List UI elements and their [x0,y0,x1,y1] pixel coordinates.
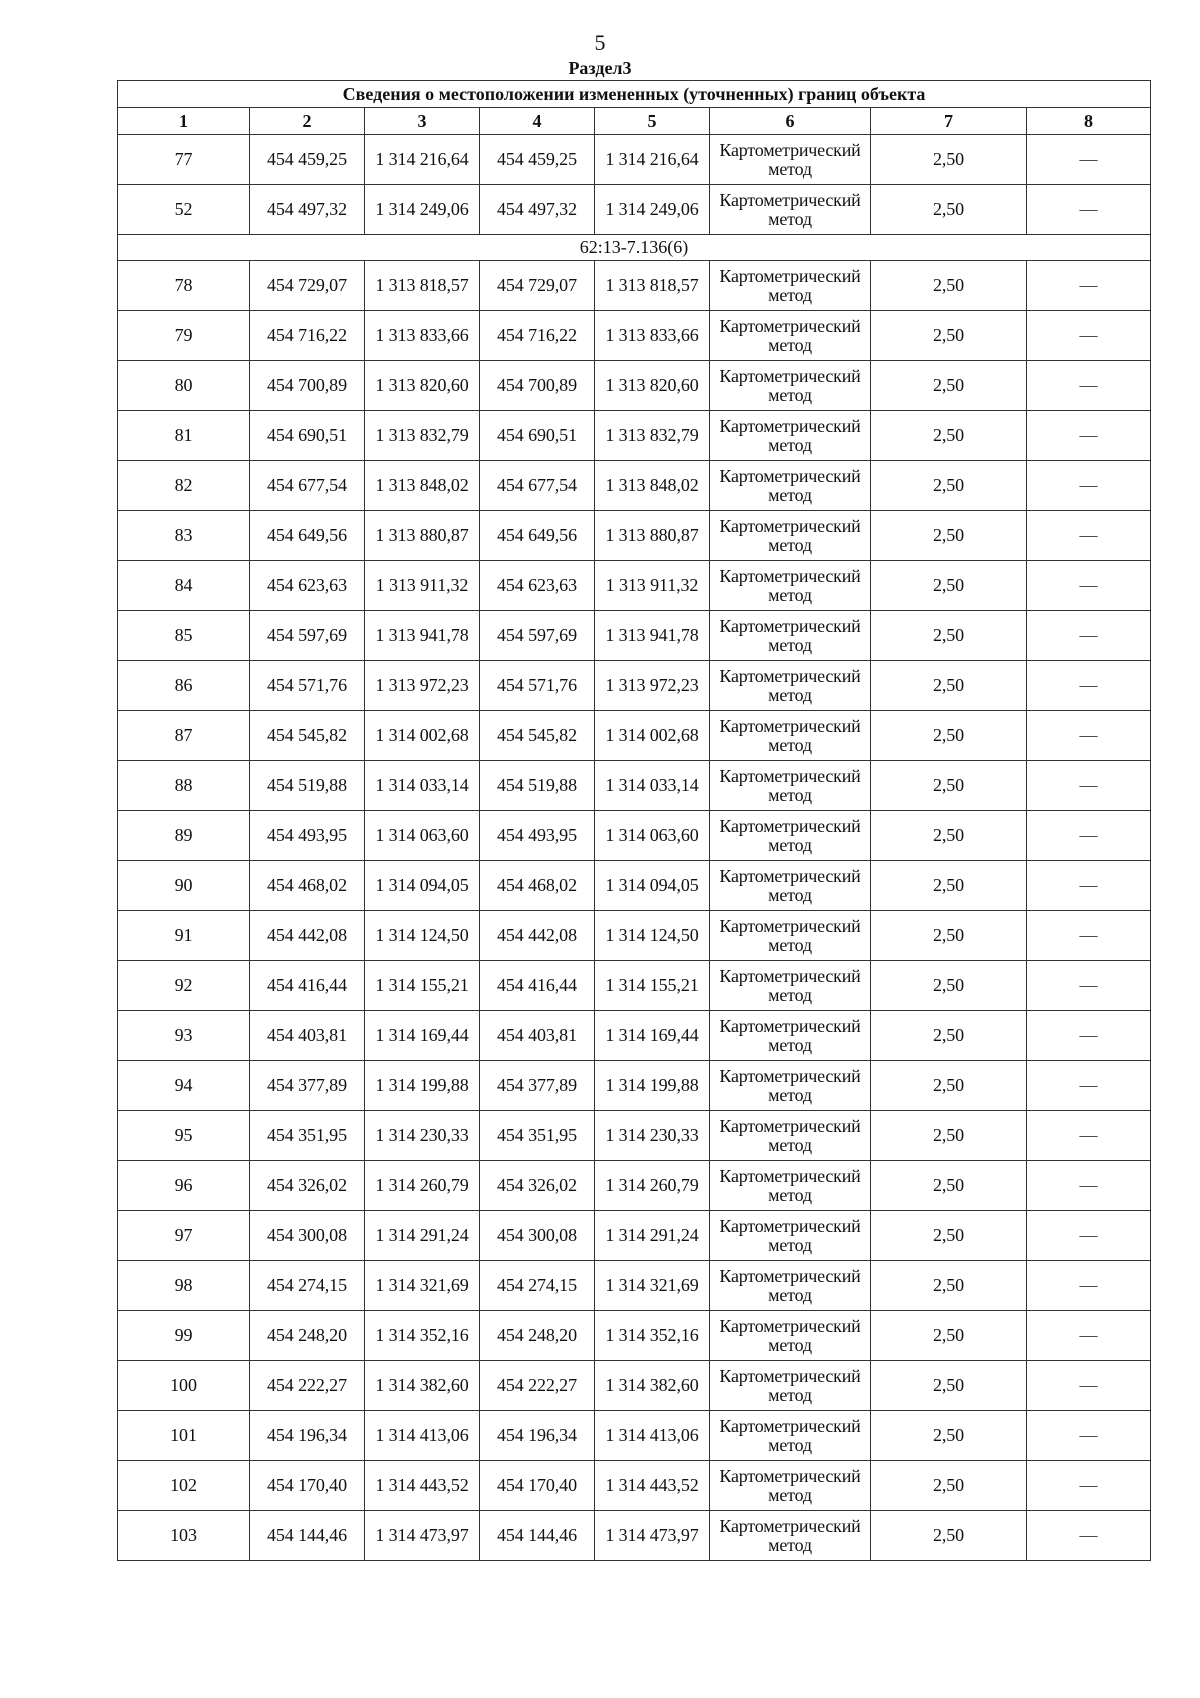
x-coordinate-cell: 454 677,54 [250,461,365,511]
point-number-cell: 78 [118,261,250,311]
table-header-row [118,108,1151,135]
x-coordinate-new-cell: 454 468,02 [480,861,595,911]
accuracy-cell: 2,50 [871,135,1027,185]
accuracy-cell: 2,50 [871,611,1027,661]
method-cell: Картометрический метод [710,135,871,185]
dash-mark: — [1079,1075,1098,1095]
table-row [118,1361,1151,1411]
accuracy-cell: 2,50 [871,761,1027,811]
x-coordinate-cell: 454 545,82 [250,711,365,761]
point-number-cell: 97 [118,1211,250,1261]
method-cell: Картометрический метод [710,411,871,461]
point-number-cell: 99 [118,1311,250,1361]
method-cell: Картометрический метод [710,1311,871,1361]
table-row [118,461,1151,511]
method-cell: Картометрический метод [710,185,871,235]
x-coordinate-new-cell: 454 377,89 [480,1061,595,1111]
y-coordinate-cell: 1 314 291,24 [365,1211,480,1261]
method-cell: Картометрический метод [710,1361,871,1411]
y-coordinate-cell: 1 314 382,60 [365,1361,480,1411]
x-coordinate-cell: 454 377,89 [250,1061,365,1111]
y-coordinate-cell: 1 314 063,60 [365,811,480,861]
description-cell [1027,461,1151,511]
description-cell [1027,811,1151,861]
x-coordinate-cell: 454 222,27 [250,1361,365,1411]
method-cell: Картометрический метод [710,561,871,611]
dash-mark: — [1079,775,1098,795]
method-cell: Картометрический метод [710,811,871,861]
accuracy-cell: 2,50 [871,261,1027,311]
table-caption-row [118,81,1151,108]
point-number-cell: 52 [118,185,250,235]
y-coordinate-new-cell: 1 314 321,69 [595,1261,710,1311]
x-coordinate-cell: 454 274,15 [250,1261,365,1311]
y-coordinate-new-cell: 1 314 382,60 [595,1361,710,1411]
method-cell: Картометрический метод [710,761,871,811]
column-header: 2 [250,108,365,135]
method-cell: Картометрический метод [710,661,871,711]
y-coordinate-new-cell: 1 314 124,50 [595,911,710,961]
accuracy-cell: 2,50 [871,1261,1027,1311]
method-cell: Картометрический метод [710,461,871,511]
y-coordinate-new-cell: 1 314 473,97 [595,1511,710,1561]
x-coordinate-cell: 454 442,08 [250,911,365,961]
y-coordinate-new-cell: 1 313 832,79 [595,411,710,461]
method-cell: Картометрический метод [710,261,871,311]
table-row [118,811,1151,861]
y-coordinate-new-cell: 1 313 818,57 [595,261,710,311]
description-cell [1027,1111,1151,1161]
x-coordinate-new-cell: 454 144,46 [480,1511,595,1561]
method-cell: Картометрический метод [710,361,871,411]
y-coordinate-new-cell: 1 314 063,60 [595,811,710,861]
y-coordinate-cell: 1 313 833,66 [365,311,480,361]
dash-mark: — [1079,375,1098,395]
column-header: 6 [710,108,871,135]
y-coordinate-cell: 1 313 911,32 [365,561,480,611]
x-coordinate-new-cell: 454 274,15 [480,1261,595,1311]
table-row [118,1411,1151,1461]
table-row [118,561,1151,611]
y-coordinate-cell: 1 314 249,06 [365,185,480,235]
point-number-cell: 91 [118,911,250,961]
x-coordinate-new-cell: 454 571,76 [480,661,595,711]
method-cell: Картометрический метод [710,911,871,961]
accuracy-cell: 2,50 [871,961,1027,1011]
method-cell: Картометрический метод [710,1111,871,1161]
description-cell [1027,1411,1151,1461]
column-header: 7 [871,108,1027,135]
dash-mark: — [1079,975,1098,995]
description-cell [1027,761,1151,811]
accuracy-cell: 2,50 [871,1111,1027,1161]
method-cell: Картометрический метод [710,711,871,761]
point-number-cell: 82 [118,461,250,511]
accuracy-cell: 2,50 [871,1361,1027,1411]
x-coordinate-cell: 454 248,20 [250,1311,365,1361]
point-number-cell: 86 [118,661,250,711]
x-coordinate-new-cell: 454 196,34 [480,1411,595,1461]
point-number-cell: 80 [118,361,250,411]
x-coordinate-cell: 454 649,56 [250,511,365,561]
table-row [118,661,1151,711]
description-cell [1027,611,1151,661]
x-coordinate-cell: 454 170,40 [250,1461,365,1511]
method-cell: Картометрический метод [710,1411,871,1461]
x-coordinate-cell: 454 300,08 [250,1211,365,1261]
dash-mark: — [1079,1275,1098,1295]
method-cell: Картометрический метод [710,1261,871,1311]
x-coordinate-new-cell: 454 700,89 [480,361,595,411]
dash-mark: — [1079,325,1098,345]
dash-mark: — [1079,1525,1098,1545]
accuracy-cell: 2,50 [871,1311,1027,1361]
table-row [118,311,1151,361]
dash-mark: — [1079,275,1098,295]
y-coordinate-cell: 1 314 443,52 [365,1461,480,1511]
y-coordinate-cell: 1 313 941,78 [365,611,480,661]
x-coordinate-cell: 454 623,63 [250,561,365,611]
y-coordinate-cell: 1 314 260,79 [365,1161,480,1211]
dash-mark: — [1079,825,1098,845]
point-number-cell: 88 [118,761,250,811]
dash-mark: — [1079,1025,1098,1045]
description-cell [1027,911,1151,961]
table-row [118,1111,1151,1161]
column-header: 5 [595,108,710,135]
dash-mark: — [1079,575,1098,595]
x-coordinate-new-cell: 454 170,40 [480,1461,595,1511]
column-header: 3 [365,108,480,135]
method-cell: Картометрический метод [710,511,871,561]
table-row [118,611,1151,661]
page-number: 5 [594,30,606,55]
dash-mark: — [1079,1125,1098,1145]
x-coordinate-cell: 454 690,51 [250,411,365,461]
y-coordinate-cell: 1 313 832,79 [365,411,480,461]
table-caption: Сведения о местоположении измененных (уточненных) границ объекта [118,81,1151,108]
x-coordinate-cell: 454 459,25 [250,135,365,185]
x-coordinate-cell: 454 716,22 [250,311,365,361]
point-number-cell: 87 [118,711,250,761]
y-coordinate-cell: 1 314 002,68 [365,711,480,761]
x-coordinate-cell: 454 497,32 [250,185,365,235]
point-number-cell: 83 [118,511,250,561]
point-number-cell: 100 [118,1361,250,1411]
y-coordinate-cell: 1 314 169,44 [365,1011,480,1061]
table-row [118,1011,1151,1061]
accuracy-cell: 2,50 [871,411,1027,461]
point-number-cell: 93 [118,1011,250,1061]
dash-mark: — [1079,1225,1098,1245]
table-row [118,961,1151,1011]
table-row [118,1311,1151,1361]
table-row [118,711,1151,761]
accuracy-cell: 2,50 [871,811,1027,861]
table-group-row [118,235,1151,261]
y-coordinate-cell: 1 313 848,02 [365,461,480,511]
dash-mark: — [1079,425,1098,445]
table-row [118,761,1151,811]
x-coordinate-new-cell: 454 442,08 [480,911,595,961]
point-number-cell: 81 [118,411,250,461]
description-cell [1027,961,1151,1011]
accuracy-cell: 2,50 [871,1011,1027,1061]
y-coordinate-cell: 1 314 033,14 [365,761,480,811]
y-coordinate-new-cell: 1 314 199,88 [595,1061,710,1111]
table-body [118,135,1151,1561]
accuracy-cell: 2,50 [871,561,1027,611]
point-number-cell: 92 [118,961,250,1011]
method-cell: Картометрический метод [710,961,871,1011]
table-row [118,1161,1151,1211]
y-coordinate-cell: 1 313 972,23 [365,661,480,711]
accuracy-cell: 2,50 [871,185,1027,235]
x-coordinate-new-cell: 454 729,07 [480,261,595,311]
y-coordinate-cell: 1 314 473,97 [365,1511,480,1561]
table-row [118,361,1151,411]
point-number-cell: 94 [118,1061,250,1111]
dash-mark: — [1079,149,1098,169]
y-coordinate-cell: 1 314 199,88 [365,1061,480,1111]
y-coordinate-cell: 1 314 352,16 [365,1311,480,1361]
table-row [118,511,1151,561]
table-row [118,411,1151,461]
x-coordinate-cell: 454 196,34 [250,1411,365,1461]
point-number-cell: 98 [118,1261,250,1311]
x-coordinate-new-cell: 454 222,27 [480,1361,595,1411]
description-cell [1027,1211,1151,1261]
dash-mark: — [1079,725,1098,745]
section-title: Раздел3 [568,58,632,78]
point-number-cell: 102 [118,1461,250,1511]
accuracy-cell: 2,50 [871,911,1027,961]
x-coordinate-cell: 454 351,95 [250,1111,365,1161]
y-coordinate-cell: 1 314 321,69 [365,1261,480,1311]
y-coordinate-cell: 1 313 818,57 [365,261,480,311]
dash-mark: — [1079,1375,1098,1395]
table-row [118,1061,1151,1111]
y-coordinate-new-cell: 1 313 911,32 [595,561,710,611]
y-coordinate-cell: 1 313 820,60 [365,361,480,411]
description-cell [1027,661,1151,711]
x-coordinate-new-cell: 454 493,95 [480,811,595,861]
x-coordinate-cell: 454 468,02 [250,861,365,911]
y-coordinate-new-cell: 1 314 155,21 [595,961,710,1011]
y-coordinate-new-cell: 1 314 002,68 [595,711,710,761]
description-cell [1027,1161,1151,1211]
method-cell: Картометрический метод [710,1011,871,1061]
y-coordinate-new-cell: 1 314 216,64 [595,135,710,185]
x-coordinate-cell: 454 493,95 [250,811,365,861]
accuracy-cell: 2,50 [871,511,1027,561]
x-coordinate-new-cell: 454 459,25 [480,135,595,185]
y-coordinate-new-cell: 1 313 833,66 [595,311,710,361]
y-coordinate-new-cell: 1 314 291,24 [595,1211,710,1261]
x-coordinate-new-cell: 454 326,02 [480,1161,595,1211]
column-header: 1 [118,108,250,135]
x-coordinate-new-cell: 454 545,82 [480,711,595,761]
x-coordinate-new-cell: 454 519,88 [480,761,595,811]
description-cell [1027,1011,1151,1061]
table-row [118,261,1151,311]
dash-mark: — [1079,1475,1098,1495]
method-cell: Картометрический метод [710,861,871,911]
table-row [118,1211,1151,1261]
dash-mark: — [1079,625,1098,645]
y-coordinate-cell: 1 314 124,50 [365,911,480,961]
x-coordinate-new-cell: 454 300,08 [480,1211,595,1261]
method-cell: Картометрический метод [710,1511,871,1561]
column-header: 4 [480,108,595,135]
accuracy-cell: 2,50 [871,711,1027,761]
dash-mark: — [1079,199,1098,219]
method-cell: Картометрический метод [710,311,871,361]
description-cell [1027,1461,1151,1511]
description-cell [1027,1511,1151,1561]
x-coordinate-cell: 454 144,46 [250,1511,365,1561]
x-coordinate-cell: 454 416,44 [250,961,365,1011]
y-coordinate-new-cell: 1 314 033,14 [595,761,710,811]
y-coordinate-cell: 1 314 216,64 [365,135,480,185]
description-cell [1027,361,1151,411]
description-cell [1027,261,1151,311]
description-cell [1027,1361,1151,1411]
point-number-cell: 79 [118,311,250,361]
point-number-cell: 84 [118,561,250,611]
method-cell: Картометрический метод [710,1061,871,1111]
accuracy-cell: 2,50 [871,461,1027,511]
point-number-cell: 89 [118,811,250,861]
accuracy-cell: 2,50 [871,1161,1027,1211]
y-coordinate-new-cell: 1 314 094,05 [595,861,710,911]
y-coordinate-new-cell: 1 314 352,16 [595,1311,710,1361]
y-coordinate-new-cell: 1 313 848,02 [595,461,710,511]
table-row [118,861,1151,911]
x-coordinate-new-cell: 454 416,44 [480,961,595,1011]
y-coordinate-new-cell: 1 314 249,06 [595,185,710,235]
method-cell: Картометрический метод [710,611,871,661]
x-coordinate-new-cell: 454 497,32 [480,185,595,235]
description-cell [1027,861,1151,911]
accuracy-cell: 2,50 [871,661,1027,711]
y-coordinate-cell: 1 314 094,05 [365,861,480,911]
y-coordinate-cell: 1 314 230,33 [365,1111,480,1161]
x-coordinate-new-cell: 454 649,56 [480,511,595,561]
x-coordinate-cell: 454 571,76 [250,661,365,711]
description-cell [1027,1061,1151,1111]
coordinates-table [117,80,1151,1561]
description-cell [1027,411,1151,461]
method-cell: Картометрический метод [710,1461,871,1511]
accuracy-cell: 2,50 [871,1411,1027,1461]
point-number-cell: 90 [118,861,250,911]
x-coordinate-new-cell: 454 597,69 [480,611,595,661]
description-cell [1027,1261,1151,1311]
dash-mark: — [1079,925,1098,945]
x-coordinate-cell: 454 326,02 [250,1161,365,1211]
table-row [118,1461,1151,1511]
description-cell [1027,561,1151,611]
dash-mark: — [1079,475,1098,495]
accuracy-cell: 2,50 [871,1511,1027,1561]
x-coordinate-cell: 454 519,88 [250,761,365,811]
dash-mark: — [1079,1175,1098,1195]
table-row [118,1261,1151,1311]
y-coordinate-new-cell: 1 314 443,52 [595,1461,710,1511]
y-coordinate-new-cell: 1 313 972,23 [595,661,710,711]
dash-mark: — [1079,675,1098,695]
dash-mark: — [1079,1425,1098,1445]
y-coordinate-new-cell: 1 313 820,60 [595,361,710,411]
y-coordinate-cell: 1 314 413,06 [365,1411,480,1461]
x-coordinate-new-cell: 454 623,63 [480,561,595,611]
y-coordinate-new-cell: 1 313 941,78 [595,611,710,661]
description-cell [1027,511,1151,561]
y-coordinate-new-cell: 1 313 880,87 [595,511,710,561]
x-coordinate-cell: 454 597,69 [250,611,365,661]
x-coordinate-cell: 454 700,89 [250,361,365,411]
description-cell [1027,185,1151,235]
x-coordinate-new-cell: 454 351,95 [480,1111,595,1161]
method-cell: Картометрический метод [710,1211,871,1261]
x-coordinate-new-cell: 454 716,22 [480,311,595,361]
dash-mark: — [1079,1325,1098,1345]
dash-mark: — [1079,525,1098,545]
x-coordinate-cell: 454 729,07 [250,261,365,311]
y-coordinate-cell: 1 313 880,87 [365,511,480,561]
y-coordinate-new-cell: 1 314 413,06 [595,1411,710,1461]
x-coordinate-new-cell: 454 248,20 [480,1311,595,1361]
y-coordinate-new-cell: 1 314 260,79 [595,1161,710,1211]
y-coordinate-new-cell: 1 314 169,44 [595,1011,710,1061]
method-cell: Картометрический метод [710,1161,871,1211]
table-row [118,135,1151,185]
description-cell [1027,711,1151,761]
point-number-cell: 77 [118,135,250,185]
accuracy-cell: 2,50 [871,1461,1027,1511]
x-coordinate-new-cell: 454 690,51 [480,411,595,461]
point-number-cell: 95 [118,1111,250,1161]
x-coordinate-new-cell: 454 403,81 [480,1011,595,1061]
description-cell [1027,311,1151,361]
accuracy-cell: 2,50 [871,861,1027,911]
accuracy-cell: 2,50 [871,1211,1027,1261]
accuracy-cell: 2,50 [871,361,1027,411]
x-coordinate-cell: 454 403,81 [250,1011,365,1061]
y-coordinate-cell: 1 314 155,21 [365,961,480,1011]
x-coordinate-new-cell: 454 677,54 [480,461,595,511]
point-number-cell: 85 [118,611,250,661]
group-label: 62:13-7.136(6) [118,235,1151,261]
accuracy-cell: 2,50 [871,311,1027,361]
column-header: 8 [1027,108,1151,135]
table-row [118,185,1151,235]
accuracy-cell: 2,50 [871,1061,1027,1111]
y-coordinate-new-cell: 1 314 230,33 [595,1111,710,1161]
description-cell [1027,1311,1151,1361]
point-number-cell: 103 [118,1511,250,1561]
point-number-cell: 96 [118,1161,250,1211]
description-cell [1027,135,1151,185]
table-row [118,1511,1151,1561]
point-number-cell: 101 [118,1411,250,1461]
dash-mark: — [1079,875,1098,895]
table-row [118,911,1151,961]
